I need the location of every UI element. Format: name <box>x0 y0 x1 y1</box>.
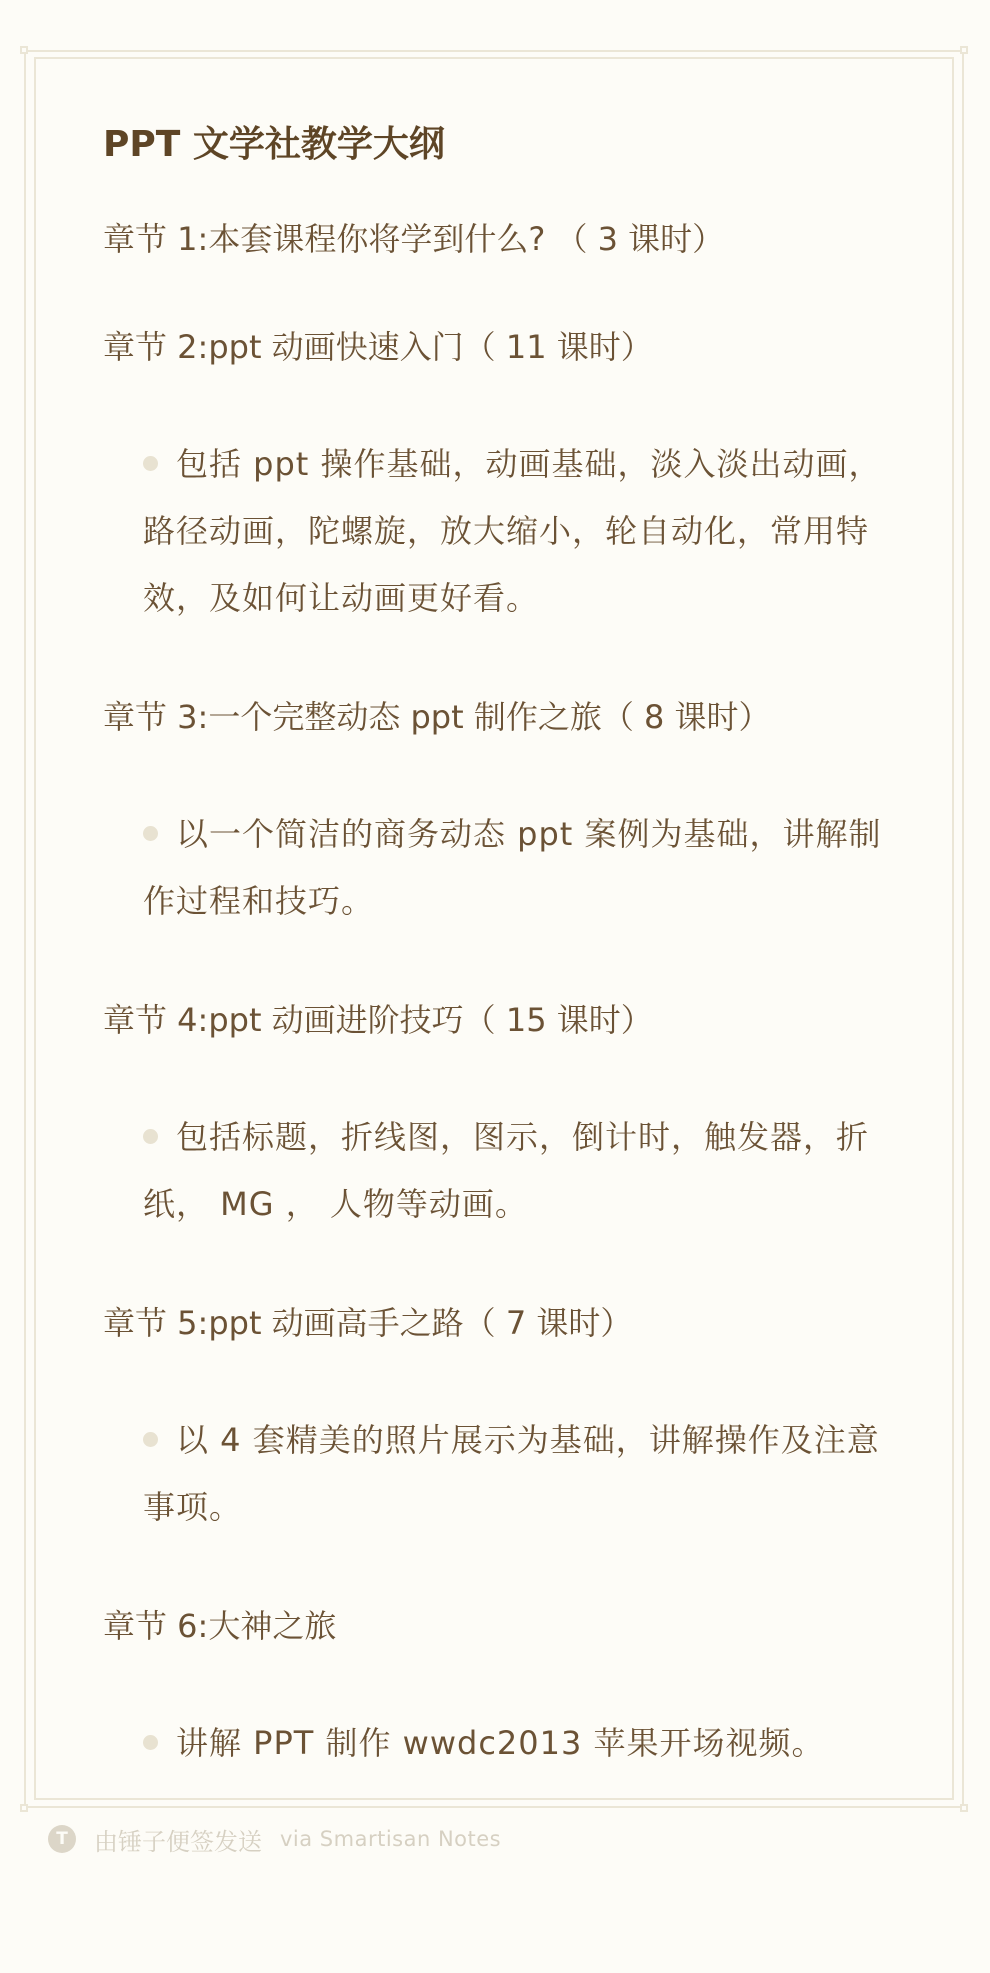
chapter-heading-2: 章节 2:ppt 动画快速入门（ 11 课时） <box>103 328 653 366</box>
bullet-dot-icon <box>143 1129 158 1144</box>
chapter-bullet-2 <box>143 431 903 632</box>
chapter-bullet-5 <box>143 1407 903 1541</box>
footer-text-cn: 由锤子便签发送 <box>94 1827 262 1856</box>
note-title: PPT 文学社教学大纲 <box>103 124 445 165</box>
chapter-heading-1: 章节 1:本套课程你将学到什么? （ 3 课时） <box>103 220 725 258</box>
chapter-bullet-text-4: 包括标题，折线图，图示，倒计时，触发器，折纸， MG ， 人物等动画。 <box>143 1118 870 1223</box>
chapter-heading-4: 章节 4:ppt 动画进阶技巧（ 15 课时） <box>103 1001 653 1039</box>
smartisan-logo-icon: T <box>48 1825 76 1853</box>
bullet-dot-icon <box>143 1735 158 1750</box>
frame-corner-top-left <box>20 46 28 54</box>
chapter-heading-3: 章节 3:一个完整动态 ppt 制作之旅（ 8 课时） <box>103 698 771 736</box>
footer <box>48 1824 501 1854</box>
chapter-bullet-4 <box>143 1104 903 1238</box>
chapter-heading-5: 章节 5:ppt 动画高手之路（ 7 课时） <box>103 1304 633 1342</box>
chapter-bullet-text-5: 以 4 套精美的照片展示为基础，讲解操作及注意事项。 <box>143 1421 880 1526</box>
bullet-dot-icon <box>143 826 158 841</box>
bullet-dot-icon <box>143 456 158 471</box>
chapter-bullet-text-3: 以一个简洁的商务动态 ppt 案例为基础，讲解制作过程和技巧。 <box>143 815 882 920</box>
chapter-bullet-6 <box>143 1710 903 1777</box>
frame-corner-bottom-left <box>20 1804 28 1812</box>
chapter-heading-6: 章节 6:大神之旅 <box>103 1607 337 1645</box>
footer-text-en: via Smartisan Notes <box>280 1827 502 1851</box>
bullet-dot-icon <box>143 1432 158 1447</box>
note-content <box>103 120 903 1840</box>
chapter-bullet-text-6: 讲解 PPT 制作 wwdc2013 苹果开场视频。 <box>176 1724 825 1762</box>
frame-corner-top-right <box>960 46 968 54</box>
frame-corner-bottom-right <box>960 1804 968 1812</box>
chapter-bullet-3 <box>143 801 903 935</box>
chapter-bullet-text-2: 包括 ppt 操作基础，动画基础，淡入淡出动画，路径动画，陀螺旋，放大缩小，轮自动化，常用特效，及如何让动画更好看。 <box>143 445 882 617</box>
